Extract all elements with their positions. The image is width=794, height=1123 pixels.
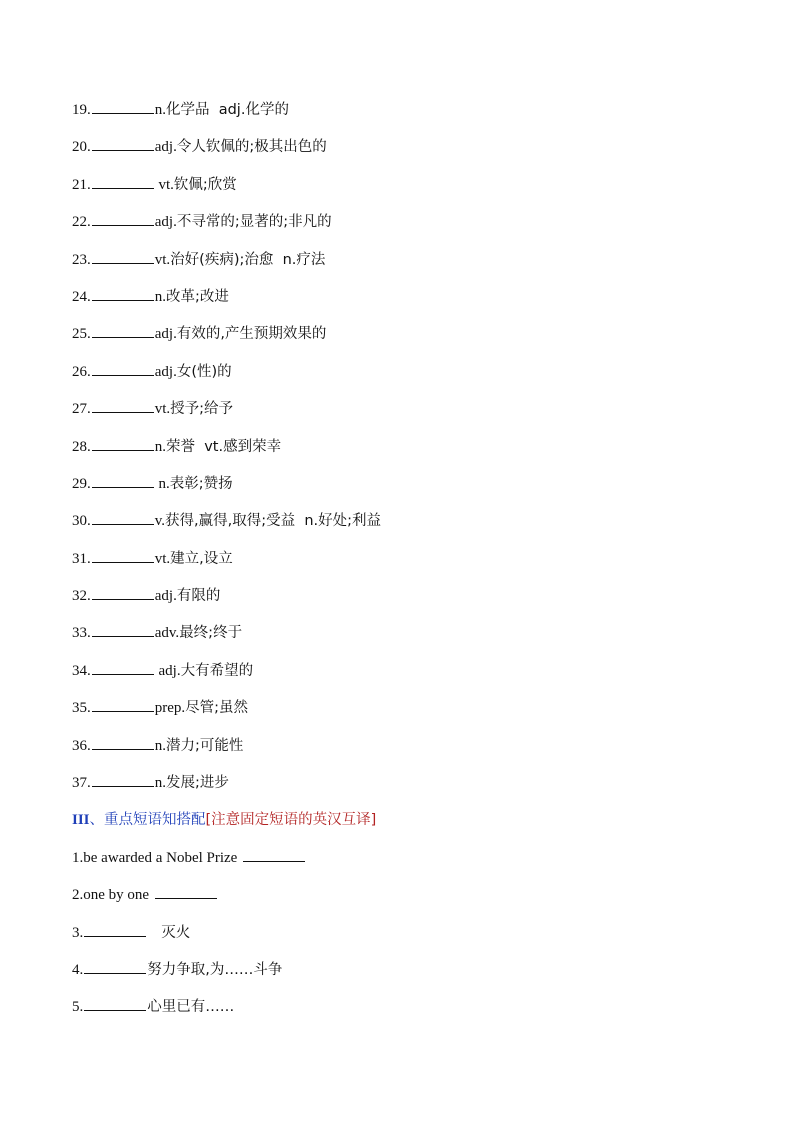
part-of-speech: n. [154,475,170,492]
item-number: 26. [72,363,91,380]
item-number: 20. [72,139,91,156]
meaning: 令人钦佩的;极其出色的 [176,139,327,156]
item-number: 34. [72,662,91,679]
phrase-item-1 [72,846,752,883]
item-number: 5. [72,999,84,1016]
part-of-speech: adj. [154,363,177,380]
part-of-speech: vt. [154,550,171,567]
vocab-item-22 [72,210,752,247]
part-of-speech: vt. [154,176,174,193]
vocab-item-24 [72,285,752,322]
answer-blank[interactable] [92,285,154,301]
section-title: 、重点短语知搭配 [89,812,206,829]
meaning: 有限的 [176,588,221,605]
answer-blank[interactable] [92,734,154,750]
answer-blank[interactable] [92,173,154,189]
item-number: 3. [72,924,84,941]
meaning: 荣誉 vt.感到荣幸 [166,438,282,455]
phrase-item-3 [72,921,752,958]
vocab-item-28 [72,435,752,472]
item-number: 31. [72,550,91,567]
answer-blank[interactable] [92,509,154,525]
answer-blank[interactable] [92,771,154,787]
answer-blank[interactable] [92,547,154,563]
meaning: 最终;终于 [179,625,243,642]
meaning: 钦佩;欣赏 [173,176,237,193]
item-number: 22. [72,214,91,231]
answer-blank[interactable] [92,659,154,675]
meaning: 建立,设立 [170,550,233,567]
phrase-item-2 [72,883,752,920]
part-of-speech: n. [154,775,166,792]
vocab-item-19 [72,98,752,135]
meaning: 表彰;赞扬 [169,475,233,492]
phrase-item-5 [72,995,752,1032]
meaning: 尽管;虽然 [185,700,249,717]
answer-blank[interactable] [92,135,154,151]
part-of-speech: n. [154,438,166,455]
item-number: 4. [72,961,84,978]
answer-blank[interactable] [92,248,154,264]
answer-blank[interactable] [92,98,154,114]
answer-blank[interactable] [84,995,146,1011]
meaning: 不寻常的;显著的;非凡的 [176,214,332,231]
item-number: 21. [72,176,91,193]
vocab-item-36 [72,734,752,771]
answer-blank[interactable] [92,472,154,488]
vocab-item-29 [72,472,752,509]
meaning: 有效的,产生预期效果的 [176,326,327,343]
phrase-text: 灭火 [161,924,191,941]
item-number: 35. [72,700,91,717]
meaning: 化学品 adj.化学的 [166,102,289,118]
vocab-item-23 [72,248,752,285]
item-number: 2. [72,887,84,904]
phrase-text: 努力争取,为……斗争 [147,961,283,978]
phrase-text: 心里已有…… [147,999,235,1016]
meaning: 发展;进步 [166,775,229,792]
vocab-item-26 [72,360,752,397]
vocab-item-37 [72,771,752,808]
phrase-text: be awarded a Nobel Prize [83,849,238,866]
vocab-item-25 [72,322,752,359]
item-number: 1. [72,849,84,866]
vocab-item-34 [72,659,752,696]
answer-blank[interactable] [92,360,154,376]
item-number: 30. [72,513,91,530]
answer-blank[interactable] [243,846,305,862]
part-of-speech: adj. [154,326,177,343]
vocab-item-33 [72,621,752,658]
part-of-speech: adj. [154,214,177,231]
part-of-speech: prep. [154,700,186,717]
answer-blank[interactable] [84,958,146,974]
part-of-speech: vt. [154,251,171,268]
meaning: 授予;给予 [170,401,234,418]
answer-blank[interactable] [92,322,154,338]
answer-blank[interactable] [92,397,154,413]
worksheet-page [72,98,752,1033]
answer-blank[interactable] [92,584,154,600]
part-of-speech: adj. [154,139,177,156]
item-number: 24. [72,288,91,305]
part-of-speech: n. [154,102,166,118]
part-of-speech: adj. [154,662,181,679]
part-of-speech: adv. [154,625,180,642]
answer-blank[interactable] [84,921,146,937]
vocab-item-32 [72,584,752,621]
item-number: 36. [72,737,91,754]
meaning: 大有希望的 [180,662,254,679]
item-number: 19. [72,102,91,118]
vocab-item-31 [72,547,752,584]
answer-blank[interactable] [92,696,154,712]
vocab-item-27 [72,397,752,434]
item-number: 27. [72,401,91,418]
part-of-speech: v. [154,513,166,530]
item-number: 32. [72,588,91,605]
vocab-item-35 [72,696,752,733]
phrase-item-4 [72,958,752,995]
section-note: [注意固定短语的英汉互译] [205,812,377,829]
item-number: 28. [72,438,91,455]
answer-blank[interactable] [92,435,154,451]
answer-blank[interactable] [155,883,217,899]
vocab-item-21 [72,173,752,210]
meaning: 治好(疾病);治愈 n.疗法 [170,251,326,268]
answer-blank[interactable] [92,210,154,226]
item-number: 29. [72,475,91,492]
meaning: 获得,赢得,取得;受益 n.好处;利益 [165,513,382,530]
part-of-speech: n. [154,288,166,305]
item-number: 25. [72,326,91,343]
item-number: 37. [72,775,91,792]
phrase-text: one by one [83,887,150,904]
vocab-item-20 [72,135,752,172]
item-number: 23. [72,251,91,268]
vocab-item-30 [72,509,752,546]
section-number: III [72,812,90,829]
meaning: 潜力;可能性 [166,737,244,754]
section-heading [72,808,752,845]
item-number: 33. [72,625,91,642]
answer-blank[interactable] [92,621,154,637]
meaning: 改革;改进 [166,288,229,305]
part-of-speech: n. [154,737,166,754]
part-of-speech: vt. [154,401,171,418]
meaning: 女(性)的 [176,363,232,380]
part-of-speech: adj. [154,588,177,605]
